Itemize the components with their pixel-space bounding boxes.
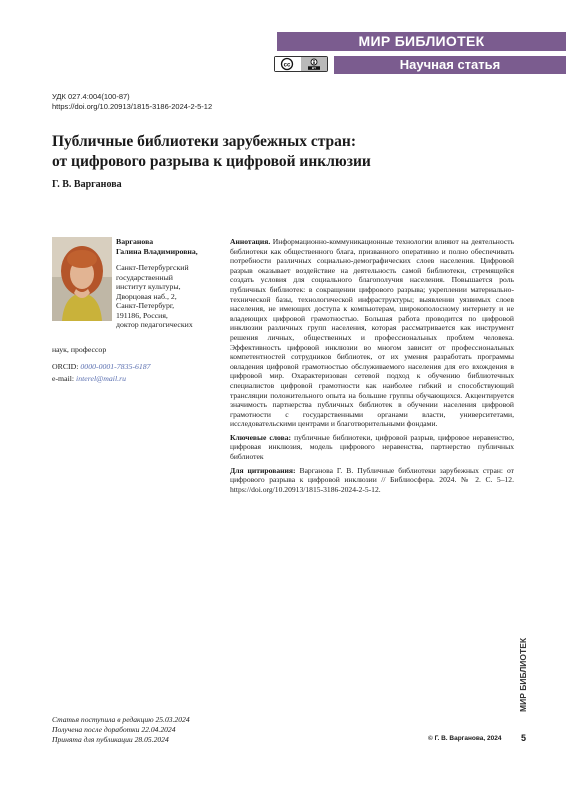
- abstract-column: [230, 237, 514, 498]
- copyright-notice: © Г. В. Варганова, 2024: [428, 735, 502, 742]
- cc-by-icon: [274, 56, 328, 72]
- page-number: 5: [521, 733, 527, 743]
- author-name: [116, 237, 226, 256]
- udc-code: УДК 027.4:004(100-87): [52, 92, 130, 101]
- date-accepted: Принята для публикации 28.05.2024: [52, 735, 169, 744]
- email-link[interactable]: interel@mail.ru: [76, 374, 127, 383]
- article-title-line2: от цифрового разрыва к цифровой инклюзии: [52, 153, 371, 170]
- article-dates: [52, 715, 190, 745]
- orcid-label: ORCID:: [52, 362, 79, 371]
- affiliation-line: Санкт-Петербургский: [116, 263, 189, 272]
- author-surname: Варганова: [116, 237, 154, 246]
- affiliation-line: Дворцовая наб., 2,: [116, 291, 177, 301]
- author-affiliation: [116, 237, 226, 330]
- citation-label: Для цитирования:: [230, 465, 296, 475]
- orcid-row: [52, 362, 151, 372]
- citation-paragraph: [230, 466, 514, 495]
- email-row: [52, 374, 126, 384]
- abstract-text: Информационно-коммуникационные технологии влияют на деятельность библиотеки как общественного блага, призванного оперативно и полно обеспечивать потребности различных социально-демографических слоев населения. Цифровой разрыв оказывает воздействие на деятельность самой библиотеки, стремящейся создать условия для социального благополучия населения. Повышается роль публичных библиотек: в сокращении цифрового разрыва; укреплении материально-технической базы, технологической инфраструктуры; выявлении уязвимых слоев населения, не имеющих доступа к компьютерам, широкополосному интернету и не владеющих цифровой грамотностью. Большая работа проводится по цифровой инклюзии различных групп населения, которая рассматривается как инструмент решения личных, общественных и профессиональных проблем человека. Эффективность цифровой инклюзии во многом зависит от профессиональных компетентностей сотрудников библиотек, от их умения разработать программы овладения цифровой грамотностью обслуживаемого населения для его вхождения в цифровой мир. Охарактеризован сетевой подход к обучению библиотечных специалистов цифровой грамотности как наиболее гибкий и способствующий трансляции положительного опыта на большие группы обучающихся. Акцентируется значимость партнерства публичных библиотек в обучении населения цифровой грамотности с государственными органами власти, университетами, исследовательскими центрами и благотворительными фондами.: [230, 237, 514, 429]
- affiliation-line: доктор педагогических: [116, 320, 193, 329]
- keywords-label: Ключевые слова:: [230, 432, 292, 442]
- journal-section-banner: МИР БИБЛИОТЕК: [277, 32, 566, 51]
- article-type-banner: Научная статья: [334, 56, 566, 74]
- abstract-paragraph: [230, 237, 514, 429]
- affiliation-line: государственный: [116, 272, 173, 282]
- doi-link[interactable]: https://doi.org/10.20913/1815-3186-2024-2-5-12: [52, 102, 213, 111]
- article-authors: Г. В. Варганова: [52, 179, 122, 190]
- side-journal-label: [516, 630, 532, 715]
- svg-text:cc: cc: [283, 62, 291, 69]
- abstract-label: Аннотация.: [230, 237, 271, 246]
- author-photo: [52, 237, 112, 321]
- email-label: e-mail:: [52, 374, 75, 383]
- author-degree-tail: наук, профессор: [52, 345, 107, 354]
- date-received: Статья поступила в редакцию 25.03.2024: [52, 715, 190, 724]
- author-given-names: Галина Владимировна,: [116, 246, 198, 256]
- orcid-link[interactable]: 0000-0001-7835-6187: [80, 362, 151, 371]
- affiliation-line: институт культуры,: [116, 282, 181, 291]
- affiliation-line: Санкт-Петербург,: [116, 301, 175, 310]
- citation-text: Варганова Г. В. Публичные библиотеки зарубежных стран: от цифрового разрыва к цифровой инклюзии // Библиосфера. 2024. № 2. С. 5–12. https://doi.org/10.20913/1815-3186-2024-2-5-12.: [230, 465, 514, 494]
- affiliation-line: 191186, Россия,: [116, 310, 168, 320]
- svg-text:BY: BY: [311, 66, 317, 71]
- article-title-line1: Публичные библиотеки зарубежных стран:: [52, 133, 356, 150]
- article-title: [52, 132, 512, 172]
- date-revised: Получена после доработки 22.04.2024: [52, 725, 176, 734]
- keywords-paragraph: [230, 433, 514, 462]
- side-journal-label-text: МИР БИБЛИОТЕК: [518, 637, 528, 712]
- keywords-text: публичные библиотеки, цифровой разрыв, цифровое неравенство, цифровая инклюзия, модель цифрового неравенства, партнерство публичных библиотек: [230, 432, 514, 462]
